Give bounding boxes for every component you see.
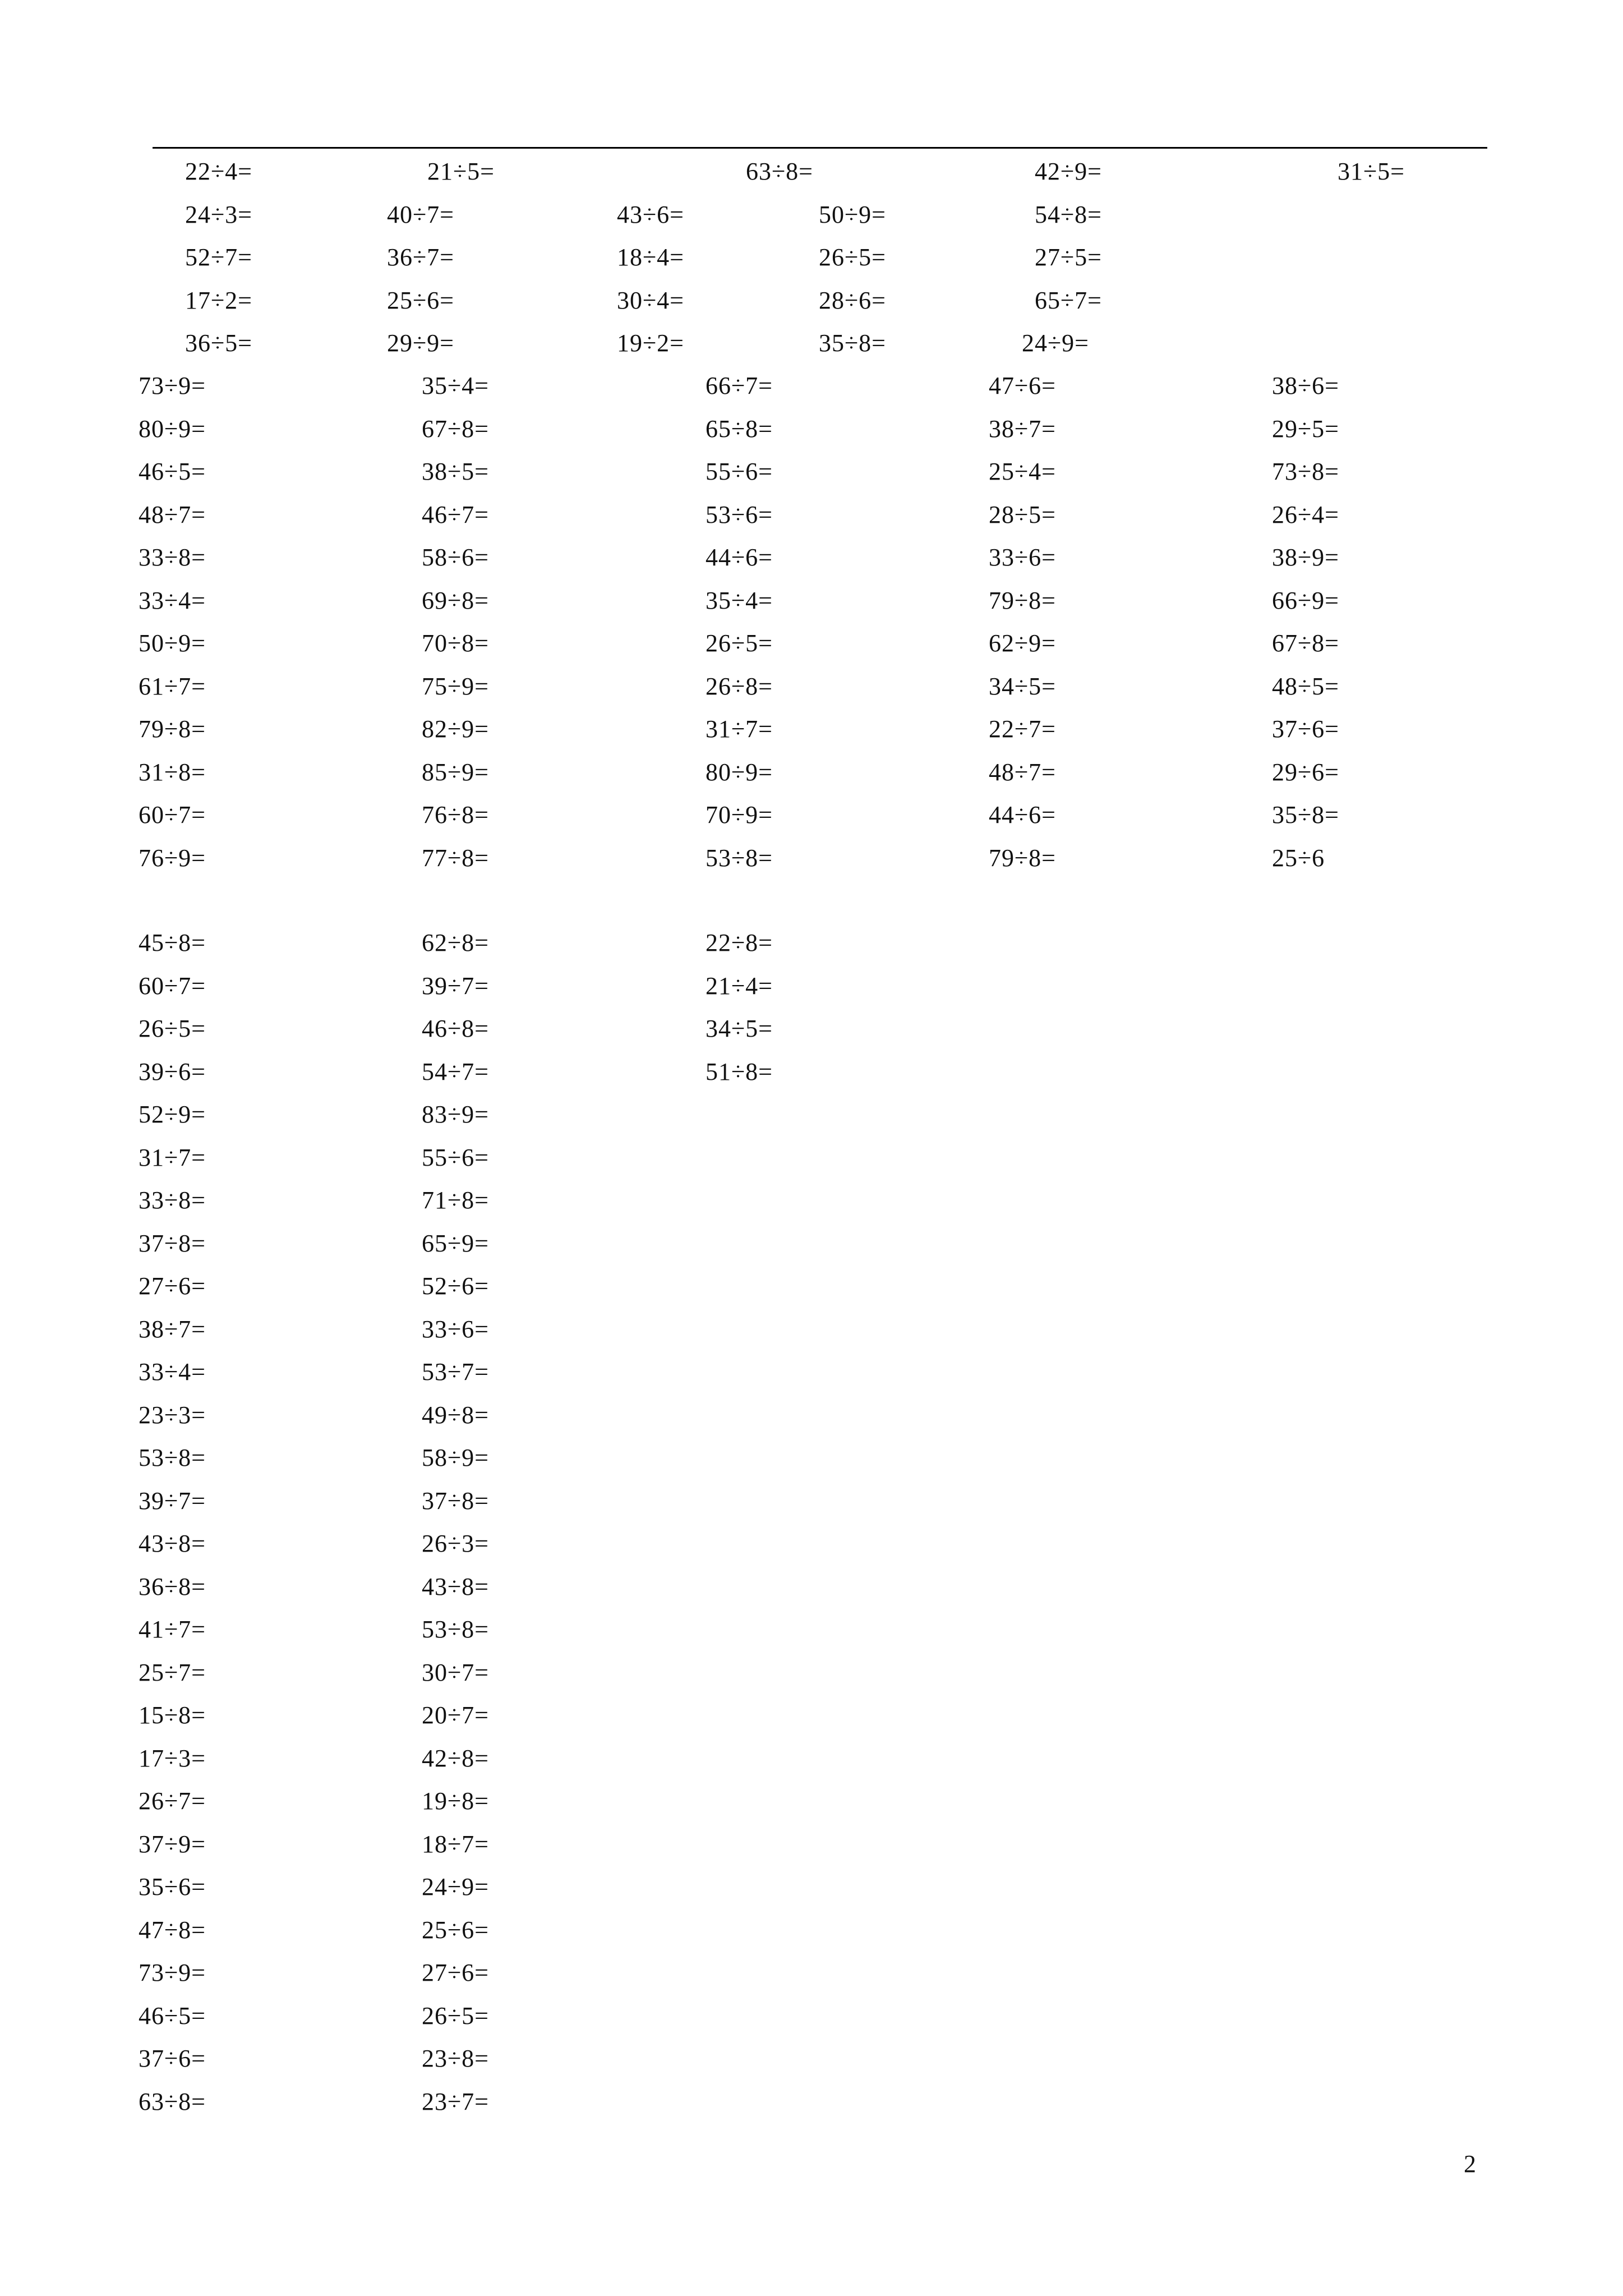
division-problem: 44÷6= — [989, 801, 1056, 829]
division-problem: 26÷5= — [706, 629, 773, 657]
division-problem: 26÷5= — [139, 1015, 206, 1042]
page-number: 2 — [1464, 2150, 1476, 2178]
division-problem: 46÷5= — [139, 458, 206, 485]
division-problem: 39÷6= — [139, 1058, 206, 1085]
division-problem: 48÷5= — [1272, 673, 1339, 700]
division-problem: 51÷8= — [706, 1058, 773, 1085]
division-problem: 29÷6= — [1272, 758, 1339, 786]
division-problem: 82÷9= — [422, 715, 489, 743]
division-problem: 33÷8= — [139, 1186, 206, 1214]
division-problem: 35÷8= — [819, 329, 886, 357]
division-problem: 20÷7= — [422, 1701, 489, 1729]
division-problem: 31÷7= — [139, 1144, 206, 1171]
division-problem: 75÷9= — [422, 673, 489, 700]
division-problem: 79÷8= — [139, 715, 206, 743]
division-problem: 45÷8= — [139, 929, 206, 956]
division-problem: 29÷9= — [387, 329, 454, 357]
top-rule — [153, 147, 1487, 149]
division-problem: 48÷7= — [139, 501, 206, 528]
division-problem: 43÷8= — [139, 1530, 206, 1557]
division-problem: 28÷5= — [989, 501, 1056, 528]
division-problem: 30÷4= — [617, 287, 684, 314]
division-problem: 70÷9= — [706, 801, 773, 829]
division-problem: 85÷9= — [422, 758, 489, 786]
division-problem: 27÷5= — [1035, 243, 1102, 271]
division-problem: 36÷8= — [139, 1573, 206, 1600]
division-problem: 35÷6= — [139, 1873, 206, 1901]
division-problem: 52÷6= — [422, 1272, 489, 1300]
division-problem: 27÷6= — [139, 1272, 206, 1300]
division-problem: 53÷6= — [706, 501, 773, 528]
division-problem: 31÷5= — [1338, 158, 1405, 185]
division-problem: 50÷9= — [139, 629, 206, 657]
division-problem: 83÷9= — [422, 1101, 489, 1128]
division-problem: 25÷7= — [139, 1659, 206, 1686]
division-problem: 21÷4= — [706, 972, 773, 1000]
division-problem: 18÷7= — [422, 1830, 489, 1858]
division-problem: 31÷8= — [139, 758, 206, 786]
division-problem: 55÷6= — [422, 1144, 489, 1171]
division-problem: 36÷5= — [185, 329, 252, 357]
division-problem: 19÷8= — [422, 1787, 489, 1815]
division-problem: 33÷4= — [139, 587, 206, 614]
division-problem: 17÷3= — [139, 1745, 206, 1772]
division-problem: 49÷8= — [422, 1401, 489, 1429]
division-problem: 48÷7= — [989, 758, 1056, 786]
division-problem: 79÷8= — [989, 844, 1056, 872]
division-problem: 71÷8= — [422, 1186, 489, 1214]
division-problem: 35÷4= — [422, 372, 489, 399]
division-problem: 33÷8= — [139, 544, 206, 571]
division-problem: 34÷5= — [706, 1015, 773, 1042]
division-problem: 37÷6= — [1272, 715, 1339, 743]
division-problem: 22÷8= — [706, 929, 773, 956]
division-problem: 52÷9= — [139, 1101, 206, 1128]
division-problem: 69÷8= — [422, 587, 489, 614]
division-problem: 27÷6= — [422, 1959, 489, 1986]
division-problem: 46÷5= — [139, 2002, 206, 2030]
division-problem: 30÷7= — [422, 1659, 489, 1686]
division-problem: 76÷9= — [139, 844, 206, 872]
division-problem: 26÷8= — [706, 673, 773, 700]
division-problem: 67÷8= — [422, 415, 489, 443]
division-problem: 33÷4= — [139, 1358, 206, 1386]
division-problem: 38÷9= — [1272, 544, 1339, 571]
division-problem: 80÷9= — [706, 758, 773, 786]
division-problem: 65÷7= — [1035, 287, 1102, 314]
division-problem: 76÷8= — [422, 801, 489, 829]
division-problem: 34÷5= — [989, 673, 1056, 700]
division-problem: 17÷2= — [185, 287, 252, 314]
division-problem: 19÷2= — [617, 329, 684, 357]
division-problem: 80÷9= — [139, 415, 206, 443]
division-problem: 41÷7= — [139, 1616, 206, 1643]
division-problem: 33÷6= — [422, 1315, 489, 1343]
division-problem: 26÷5= — [819, 243, 886, 271]
division-problem: 40÷7= — [387, 201, 454, 228]
division-problem: 15÷8= — [139, 1701, 206, 1729]
division-problem: 36÷7= — [387, 243, 454, 271]
division-problem: 65÷9= — [422, 1230, 489, 1257]
division-problem: 24÷3= — [185, 201, 252, 228]
division-problem: 63÷8= — [746, 158, 813, 185]
division-problem: 73÷9= — [139, 1959, 206, 1986]
division-problem: 63÷8= — [139, 2088, 206, 2115]
division-problem: 21÷5= — [427, 158, 495, 185]
division-problem: 52÷7= — [185, 243, 252, 271]
division-problem: 26÷3= — [422, 1530, 489, 1557]
division-problem: 37÷8= — [422, 1487, 489, 1515]
division-problem: 23÷7= — [422, 2088, 489, 2115]
division-problem: 39÷7= — [422, 972, 489, 1000]
division-problem: 37÷9= — [139, 1830, 206, 1858]
division-problem: 26÷7= — [139, 1787, 206, 1815]
division-problem: 58÷6= — [422, 544, 489, 571]
division-problem: 38÷5= — [422, 458, 489, 485]
division-problem: 60÷7= — [139, 972, 206, 1000]
division-problem: 53÷8= — [422, 1616, 489, 1643]
division-problem: 29÷5= — [1272, 415, 1339, 443]
division-problem: 42÷8= — [422, 1745, 489, 1772]
division-problem: 22÷7= — [989, 715, 1056, 743]
division-problem: 38÷7= — [139, 1315, 206, 1343]
division-problem: 70÷8= — [422, 629, 489, 657]
division-problem: 25÷4= — [989, 458, 1056, 485]
division-problem: 44÷6= — [706, 544, 773, 571]
division-problem: 60÷7= — [139, 801, 206, 829]
division-problem: 22÷4= — [185, 158, 252, 185]
division-problem: 54÷7= — [422, 1058, 489, 1085]
division-problem: 25÷6= — [422, 1916, 489, 1944]
division-problem: 53÷7= — [422, 1358, 489, 1386]
division-problem: 67÷8= — [1272, 629, 1339, 657]
division-problem: 47÷8= — [139, 1916, 206, 1944]
division-problem: 53÷8= — [139, 1444, 206, 1471]
division-problem: 73÷8= — [1272, 458, 1339, 485]
division-problem: 37÷8= — [139, 1230, 206, 1257]
division-problem: 33÷6= — [989, 544, 1056, 571]
division-problem: 55÷6= — [706, 458, 773, 485]
division-problem: 46÷7= — [422, 501, 489, 528]
division-problem: 77÷8= — [422, 844, 489, 872]
division-problem: 46÷8= — [422, 1015, 489, 1042]
division-problem: 66÷9= — [1272, 587, 1339, 614]
division-problem: 42÷9= — [1035, 158, 1102, 185]
division-problem: 24÷9= — [422, 1873, 489, 1901]
division-problem: 23÷3= — [139, 1401, 206, 1429]
division-problem: 53÷8= — [706, 844, 773, 872]
division-problem: 73÷9= — [139, 372, 206, 399]
division-problem: 31÷7= — [706, 715, 773, 743]
division-problem: 37÷6= — [139, 2045, 206, 2072]
division-problem: 50÷9= — [819, 201, 886, 228]
division-problem: 35÷8= — [1272, 801, 1339, 829]
division-problem: 38÷7= — [989, 415, 1056, 443]
division-problem: 54÷8= — [1035, 201, 1102, 228]
division-problem: 62÷9= — [989, 629, 1056, 657]
division-problem: 79÷8= — [989, 587, 1056, 614]
division-problem: 26÷5= — [422, 2002, 489, 2030]
division-problem: 62÷8= — [422, 929, 489, 956]
division-problem: 25÷6 — [1272, 844, 1325, 872]
division-problem: 47÷6= — [989, 372, 1056, 399]
division-problem: 39÷7= — [139, 1487, 206, 1515]
division-problem: 61÷7= — [139, 673, 206, 700]
division-problem: 28÷6= — [819, 287, 886, 314]
division-problem: 58÷9= — [422, 1444, 489, 1471]
division-problem: 25÷6= — [387, 287, 454, 314]
division-problem: 23÷8= — [422, 2045, 489, 2072]
division-problem: 66÷7= — [706, 372, 773, 399]
division-problem: 18÷4= — [617, 243, 684, 271]
division-problem: 43÷8= — [422, 1573, 489, 1600]
division-problem: 43÷6= — [617, 201, 684, 228]
division-problem: 35÷4= — [706, 587, 773, 614]
division-problem: 24÷9= — [1022, 329, 1089, 357]
division-problem: 26÷4= — [1272, 501, 1339, 528]
division-problem: 65÷8= — [706, 415, 773, 443]
division-problem: 38÷6= — [1272, 372, 1339, 399]
